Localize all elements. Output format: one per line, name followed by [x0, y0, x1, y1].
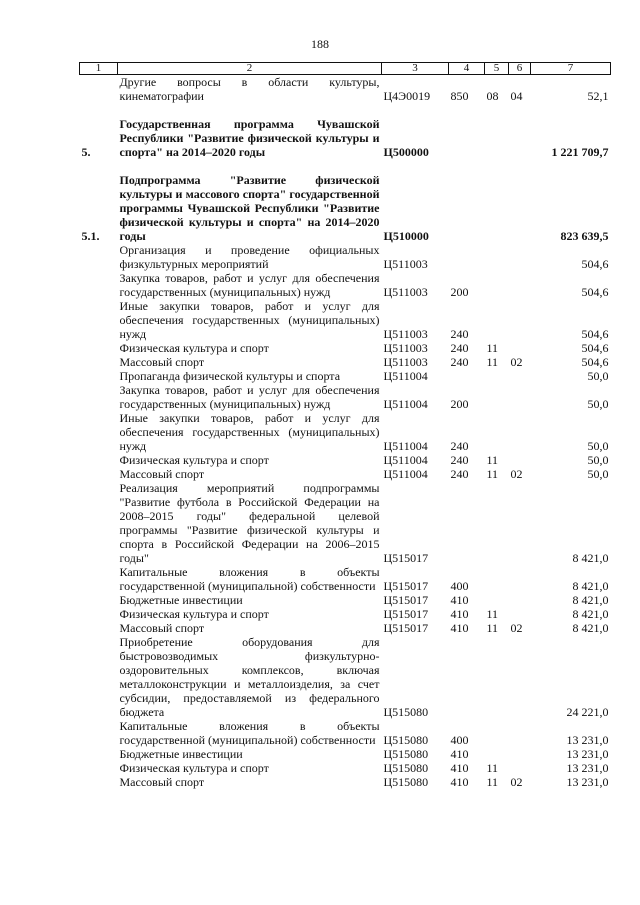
- row-name: Массовый спорт: [119, 467, 205, 481]
- row-expense-type: 240: [450, 341, 469, 355]
- row-section: [485, 383, 509, 411]
- row-amount: 50,0: [587, 439, 609, 453]
- row-subsection: [509, 635, 531, 719]
- header-row: [80, 63, 611, 75]
- row-subsection: 04: [510, 89, 523, 103]
- spacer-row: [80, 159, 611, 173]
- row-section: 11: [486, 761, 499, 775]
- row-subsection: [509, 593, 531, 607]
- row-target-code: Ц511003: [383, 257, 428, 271]
- row-expense-type: 240: [450, 327, 469, 341]
- table-row: [80, 761, 611, 775]
- table-row: [80, 173, 611, 243]
- row-amount: 52,1: [587, 89, 609, 103]
- row-subsection: [509, 747, 531, 761]
- row-number: 5.1.: [81, 229, 100, 243]
- row-expense-type: 410: [450, 621, 469, 635]
- row-expense-type: 850: [450, 89, 469, 103]
- table-row: [80, 355, 611, 369]
- row-subsection: [509, 369, 531, 383]
- table-row: [80, 299, 611, 341]
- row-expense-type: 400: [450, 733, 469, 747]
- row-expense-type: 240: [450, 355, 469, 369]
- table-row: [80, 243, 611, 271]
- row-expense-type: 400: [450, 579, 469, 593]
- row-section: [485, 243, 509, 271]
- row-target-code: Ц515017: [383, 551, 429, 565]
- row-number: [80, 453, 118, 467]
- row-subsection: [509, 383, 531, 411]
- row-name: Капитальные вложения в объекты государственной (муниципальной) собственности: [119, 565, 380, 593]
- row-number: [80, 747, 118, 761]
- row-amount: 504,6: [581, 285, 609, 299]
- col-header-4: 4: [449, 63, 485, 75]
- row-target-code: Ц511003: [383, 327, 428, 341]
- table-row: [80, 383, 611, 411]
- row-name: Массовый спорт: [119, 621, 205, 635]
- row-number: 5.: [81, 145, 91, 159]
- row-expense-type: 200: [450, 397, 469, 411]
- row-subsection: [509, 411, 531, 453]
- row-amount: 13 231,0: [566, 761, 609, 775]
- row-expense-type: 410: [450, 607, 469, 621]
- row-target-code: Ц511004: [383, 369, 428, 383]
- row-name: Массовый спорт: [119, 775, 205, 789]
- row-section: 11: [486, 467, 499, 481]
- row-section: 11: [486, 607, 499, 621]
- row-target-code: Ц511004: [383, 439, 428, 453]
- row-name: Иные закупки товаров, работ и услуг для обеспечения государственных (муниципальных) нужд: [119, 299, 380, 341]
- table-body: [80, 75, 611, 790]
- row-amount: 50,0: [587, 467, 609, 481]
- row-subsection: [509, 173, 531, 243]
- row-number: [80, 369, 118, 383]
- row-number: [80, 621, 118, 635]
- row-name: Закупка товаров, работ и услуг для обеспечения государственных (муниципальных) нужд: [119, 271, 380, 299]
- table-row: [80, 481, 611, 565]
- table-row: [80, 271, 611, 299]
- table-row: [80, 621, 611, 635]
- row-amount: 504,6: [581, 257, 609, 271]
- row-section: [485, 719, 509, 747]
- row-number: [80, 341, 118, 355]
- col-header-2: 2: [118, 63, 382, 75]
- row-target-code: Ц515017: [383, 579, 429, 593]
- row-name: Физическая культура и спорт: [119, 761, 269, 775]
- row-subsection: [509, 117, 531, 159]
- row-number: [80, 75, 118, 104]
- row-name: Организация и проведение официальных физкультурных мероприятий: [119, 243, 380, 271]
- table-row: [80, 593, 611, 607]
- row-expense-type: 410: [450, 593, 469, 607]
- row-section: [485, 271, 509, 299]
- row-section: 11: [486, 621, 499, 635]
- table-row: [80, 411, 611, 453]
- row-target-code: Ц515017: [383, 621, 429, 635]
- row-amount: 50,0: [587, 397, 609, 411]
- table-row: [80, 369, 611, 383]
- row-amount: 504,6: [581, 327, 609, 341]
- row-name: Подпрограмма "Развитие физической культуры и массового спорта" государственной программы Чувашской Республики "Развитие физической культуры и спорта" на 2014–2020 годы: [119, 173, 380, 243]
- row-amount: 8 421,0: [572, 607, 609, 621]
- row-expense-type: [449, 117, 485, 159]
- table-row: [80, 607, 611, 621]
- row-section: [485, 411, 509, 453]
- table-row: [80, 453, 611, 467]
- col-header-6: 6: [509, 63, 531, 75]
- row-section: 11: [486, 453, 499, 467]
- row-name: Пропаганда физической культуры и спорта: [119, 369, 341, 383]
- table-header: [80, 63, 611, 75]
- row-target-code: Ц511003: [383, 355, 428, 369]
- row-section: [485, 117, 509, 159]
- row-number: [80, 775, 118, 789]
- row-number: [80, 761, 118, 775]
- row-name: Массовый спорт: [119, 355, 205, 369]
- row-subsection: [509, 243, 531, 271]
- table-row: [80, 635, 611, 719]
- row-section: 11: [486, 775, 499, 789]
- row-expense-type: 200: [450, 285, 469, 299]
- row-subsection: [509, 453, 531, 467]
- row-expense-type: 410: [450, 747, 469, 761]
- row-number: [80, 467, 118, 481]
- row-subsection: [509, 565, 531, 593]
- row-subsection: [509, 761, 531, 775]
- row-subsection: [509, 481, 531, 565]
- row-number: [80, 593, 118, 607]
- row-amount: 1 221 709,7: [551, 145, 609, 159]
- row-amount: 823 639,5: [560, 229, 609, 243]
- row-number: [80, 411, 118, 453]
- row-target-code: Ц510000: [383, 229, 429, 243]
- row-expense-type: [449, 243, 485, 271]
- col-header-3: 3: [382, 63, 449, 75]
- row-name: Другие вопросы в области культуры, кинематографии: [119, 75, 380, 103]
- row-amount: 50,0: [587, 369, 609, 383]
- row-target-code: Ц515080: [383, 761, 429, 775]
- row-number: [80, 383, 118, 411]
- row-section: [485, 173, 509, 243]
- row-target-code: Ц515080: [383, 775, 429, 789]
- row-number: [80, 355, 118, 369]
- row-subsection: [509, 719, 531, 747]
- row-amount: 24 221,0: [566, 705, 609, 719]
- row-target-code: Ц515080: [383, 705, 429, 719]
- row-section: [485, 299, 509, 341]
- row-number: [80, 271, 118, 299]
- row-section: [485, 593, 509, 607]
- row-number: [80, 481, 118, 565]
- row-amount: 504,6: [581, 341, 609, 355]
- row-target-code: Ц4Э0019: [383, 89, 431, 103]
- col-header-5: 5: [485, 63, 509, 75]
- row-name: Реализация мероприятий подпрограммы "Развитие футбола в Российской Федерации на 2008–2015 годы" федеральной целевой программы "Развитие физической культуры и спорта в Российской Федерации на 2006–2015 годы": [119, 481, 380, 565]
- row-amount: 50,0: [587, 453, 609, 467]
- row-amount: 504,6: [581, 355, 609, 369]
- table-row: [80, 467, 611, 481]
- row-target-code: Ц511004: [383, 453, 428, 467]
- row-subsection: [509, 607, 531, 621]
- row-target-code: Ц511003: [383, 341, 428, 355]
- row-section: 11: [486, 355, 499, 369]
- row-number: [80, 243, 118, 271]
- row-number: [80, 607, 118, 621]
- row-subsection: [509, 341, 531, 355]
- row-target-code: Ц500000: [383, 145, 429, 159]
- table-row: [80, 775, 611, 789]
- row-target-code: Ц515080: [383, 747, 429, 761]
- row-name: Закупка товаров, работ и услуг для обеспечения государственных (муниципальных) нужд: [119, 383, 380, 411]
- row-amount: 8 421,0: [572, 593, 609, 607]
- spacer-row: [80, 103, 611, 117]
- row-amount: 13 231,0: [566, 747, 609, 761]
- col-header-1: 1: [80, 63, 118, 75]
- row-target-code: Ц511004: [383, 397, 428, 411]
- row-expense-type: [449, 635, 485, 719]
- table-row: [80, 341, 611, 355]
- row-expense-type: [449, 481, 485, 565]
- page-number: 188: [311, 37, 329, 51]
- row-name: Государственная программа Чувашской Республики "Развитие физической культуры и спорта" на 2014–2020 годы: [119, 117, 380, 159]
- row-amount: 13 231,0: [566, 733, 609, 747]
- table-row: [80, 719, 611, 747]
- row-target-code: Ц515017: [383, 593, 429, 607]
- row-name: Бюджетные инвестиции: [119, 593, 243, 607]
- row-subsection: [509, 271, 531, 299]
- row-number: [80, 635, 118, 719]
- row-section: 08: [486, 89, 499, 103]
- row-name: Бюджетные инвестиции: [119, 747, 243, 761]
- row-target-code: Ц511003: [383, 285, 428, 299]
- spacer-cell: [80, 159, 611, 173]
- table-row: [80, 75, 611, 104]
- row-target-code: Ц511004: [383, 467, 428, 481]
- row-target-code: Ц515017: [383, 607, 429, 621]
- row-subsection: 02: [510, 467, 523, 481]
- row-amount: 8 421,0: [572, 579, 609, 593]
- row-name: Физическая культура и спорт: [119, 453, 269, 467]
- budget-table: [79, 62, 611, 789]
- table-row: [80, 747, 611, 761]
- row-section: 11: [486, 341, 499, 355]
- row-subsection: 02: [510, 775, 523, 789]
- row-subsection: 02: [510, 355, 523, 369]
- table-row: [80, 117, 611, 159]
- row-number: [80, 719, 118, 747]
- row-expense-type: 240: [450, 453, 469, 467]
- row-amount: 8 421,0: [572, 621, 609, 635]
- row-expense-type: 410: [450, 761, 469, 775]
- table-row: [80, 565, 611, 593]
- row-expense-type: 240: [450, 467, 469, 481]
- row-expense-type: 410: [450, 775, 469, 789]
- row-expense-type: 240: [450, 439, 469, 453]
- row-subsection: 02: [510, 621, 523, 635]
- row-name: Иные закупки товаров, работ и услуг для обеспечения государственных (муниципальных) нужд: [119, 411, 380, 453]
- row-number: [80, 565, 118, 593]
- row-section: [485, 565, 509, 593]
- row-section: [485, 481, 509, 565]
- row-amount: 13 231,0: [566, 775, 609, 789]
- row-number: [80, 299, 118, 341]
- row-target-code: Ц515080: [383, 733, 429, 747]
- row-expense-type: [449, 173, 485, 243]
- row-amount: 8 421,0: [572, 551, 609, 565]
- row-name: Физическая культура и спорт: [119, 341, 269, 355]
- row-name: Приобретение оборудования для быстровозводимых физкультурно-оздоровительных комплексов, включая металлоконструкции и металлоизделия, за счет субсидии, предоставляемой из федерального бюджета: [119, 635, 380, 719]
- spacer-cell: [80, 103, 611, 117]
- row-section: [485, 747, 509, 761]
- row-section: [485, 635, 509, 719]
- row-section: [485, 369, 509, 383]
- row-name: Капитальные вложения в объекты государственной (муниципальной) собственности: [119, 719, 380, 747]
- row-name: Физическая культура и спорт: [119, 607, 269, 621]
- row-expense-type: [449, 369, 485, 383]
- row-subsection: [509, 299, 531, 341]
- col-header-7: 7: [531, 63, 611, 75]
